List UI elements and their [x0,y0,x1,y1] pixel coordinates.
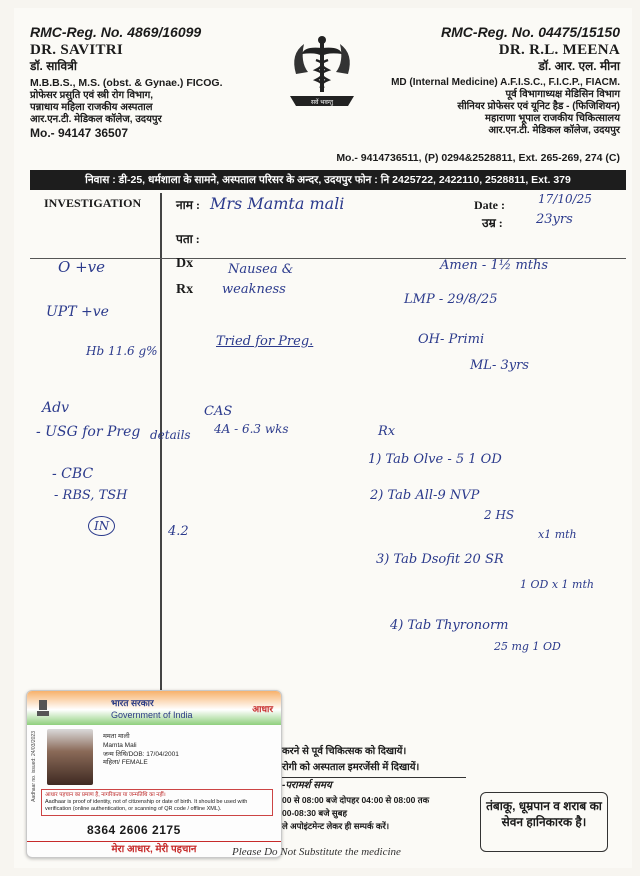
aadhaar-gender: महिला/ FEMALE [103,759,148,767]
doctor-right-block [290,24,620,137]
hw-left-3: Adv [42,400,69,416]
hw-left-6: - RBS, TSH [54,488,128,503]
doctor-left-hospital: पन्नाधाय महिला राजकीय अस्पताल [30,101,153,113]
doctor-left-name: DR. SAVITRI [30,41,124,58]
hw-left-5: - CBC [52,466,94,482]
aadhaar-card [26,690,282,858]
bottom-line-4: 00-08:30 बजे सुबह [282,807,348,818]
hw-left-2: Hb 11.6 g% [86,344,158,358]
hw-rx-1: 1) Tab Olve - 5 1 OD [368,452,502,467]
aadhaar-gov-hindi: भारत सरकार [111,698,154,708]
date-handwritten: 17/10/25 [538,192,592,206]
doctor-left-designation: प्रोफेसर प्रसुति एवं स्त्री रोग विभाग, [30,89,154,101]
investigation-label: INVESTIGATION [44,196,142,210]
hw-left-11: 4.2 [168,524,189,539]
svg-text:सर्वे भवन्तु: सर्वे भवन्तु [310,99,334,106]
bottom-line-3: 00 से 08:00 बजे दोपहर 04:00 से 08:00 तक [282,794,430,805]
hw-rx-7: 4) Tab Thyronorm [390,618,509,633]
aadhaar-footer: मेरा आधार, मेरी पहचान [27,841,281,857]
hw-left-7: IN [88,516,115,536]
dx-label: Dx [176,256,194,271]
age-handwritten: 23yrs [536,212,573,227]
address-label: पता : [176,232,200,246]
aadhaar-header [27,691,281,725]
date-label: Date : [474,198,505,212]
aadhaar-note [41,789,273,816]
doctor-right-name: DR. R.L. MEENA [498,41,620,58]
doctor-right-reg: RMC-Reg. No. 04475/15150 [441,24,620,40]
doctor-right-designation1: पूर्व विभागाध्यक्ष मेडिसिन विभाग [505,89,620,101]
tobacco-warning: तंबाकू, धूम्रपान व शराब का सेवन हानिकारक है। [480,792,608,852]
hw-left-0: O +ve [58,258,105,276]
doctor-right-designation2: सीनियर प्रोफेसर एवं यूनिट हैड - (फिजिशियन) [457,101,620,113]
bottom-heading: -परामर्श समय [282,777,466,794]
bottom-line-2: रोगी को अस्पताल इमरजेंसी में दिखायें। [282,761,420,773]
hw-history-3: OH- Primi [418,332,485,347]
aadhaar-gov-english: Government of India [111,710,193,720]
emblem-icon [35,698,51,718]
doctor-left-college: आर.एन.टी. मेडिकल कॉलेज, उदयपुर [30,113,162,125]
doctor-left-mobile: Mo.- 94147 36507 [30,125,129,140]
hw-history-0: Amen - 1½ mths [440,258,549,273]
aadhaar-name-hindi: ममता माली [103,733,130,740]
hw-rx-8: 25 mg 1 OD [494,640,561,653]
bottom-line-1: करने से पूर्व चिकित्सक को दिखायें। [282,746,407,757]
rx-label: Rx [176,282,194,297]
doctor-right-degrees: MD (Internal Medicine) A.F.I.S.C., F.I.C.P., FIACM. [391,77,620,89]
hw-left-10: 4A - 6.3 wks [214,422,289,436]
hw-rx-2: 2) Tab All-9 NVP [370,488,480,503]
hw-rx-3: 2 HS [484,508,515,522]
hw-left-9: details [150,428,191,442]
aadhaar-dob: जन्म तिथि/DOB: 17/04/2001 [103,750,179,758]
consultation-info [282,744,466,844]
hw-history-2: Tried for Preg. [216,334,314,349]
doctor-left-block [30,24,290,140]
doctor-right-name-hindi: डॉ. आर. एल. मीना [538,58,620,73]
hw-rx-6: 1 OD x 1 mth [520,578,594,591]
hw-complaint-0: Nausea & [228,262,294,277]
aadhaar-note-hindi: आधार पहचान का प्रमाण है, नागरिकता या जन्मतिथि का नहीं। [45,792,166,798]
hw-left-4: - USG for Preg [36,424,141,440]
hw-rx-4: 3) Tab Dsofit 20 SR [376,552,504,567]
aadhaar-details [103,733,179,768]
aadhaar-logo-icon: आधार [252,703,273,714]
hw-history-4: ML- 3yrs [470,358,529,373]
aadhaar-note-english: Aadhaar is proof of identity, not of citizenship or date of birth. It should be used with verification (online authentication, or scanning of QR code / offline XML). [45,799,248,813]
doctor-left-reg: RMC-Reg. No. 4869/16099 [30,24,202,40]
aadhaar-vertical-text: Aadhaar no. issued: 24/03/2023 [31,731,37,802]
bottom-line-5: ले अपोइंटमेन्ट लेकर ही सम्पर्क करें। [282,820,390,831]
aadhaar-name: Mamta Mali [103,741,137,749]
patient-name-handwritten: Mrs Mamta mali [210,194,345,213]
name-label: नाम : [176,198,200,212]
aadhaar-photo [47,729,93,785]
substitute-footer: Please Do Not Substitute the medicine [232,846,401,858]
column-divider [160,193,162,693]
address-bar: निवास : डी-25, धर्मशाला के सामने, अस्पताल परिसर के अन्दर, उदयपुर फोन : नि 2425722, 2422110, 2528811, Ext. 379 [30,170,626,190]
hw-left-8: CAS [204,404,233,419]
hw-history-1: LMP - 29/8/25 [404,292,498,307]
doctor-right-college: आर.एन.टी. मेडिकल कॉलेज, उदयपुर [488,125,620,137]
hw-left-1: UPT +ve [46,304,109,320]
hw-rx-5: x1 mth [538,528,577,541]
age-label: उम्र : [482,216,503,230]
aadhaar-number: 8364 2606 2175 [87,823,181,837]
hw-complaint-1: weakness [222,282,286,297]
hw-rx-0: Rx [378,424,396,439]
doctor-left-degrees: M.B.B.S., M.S. (obst. & Gynae.) FICOG. [30,77,223,90]
doctor-right-mobile: Mo.- 9414736511, (P) 0294&2528811, Ext. 265-269, 274 (C) [336,152,620,164]
doctor-left-name-hindi: डॉ. सावित्री [30,58,77,73]
doctor-right-hospital: महाराणा भूपाल राजकीय चिकित्सालय [485,113,620,125]
